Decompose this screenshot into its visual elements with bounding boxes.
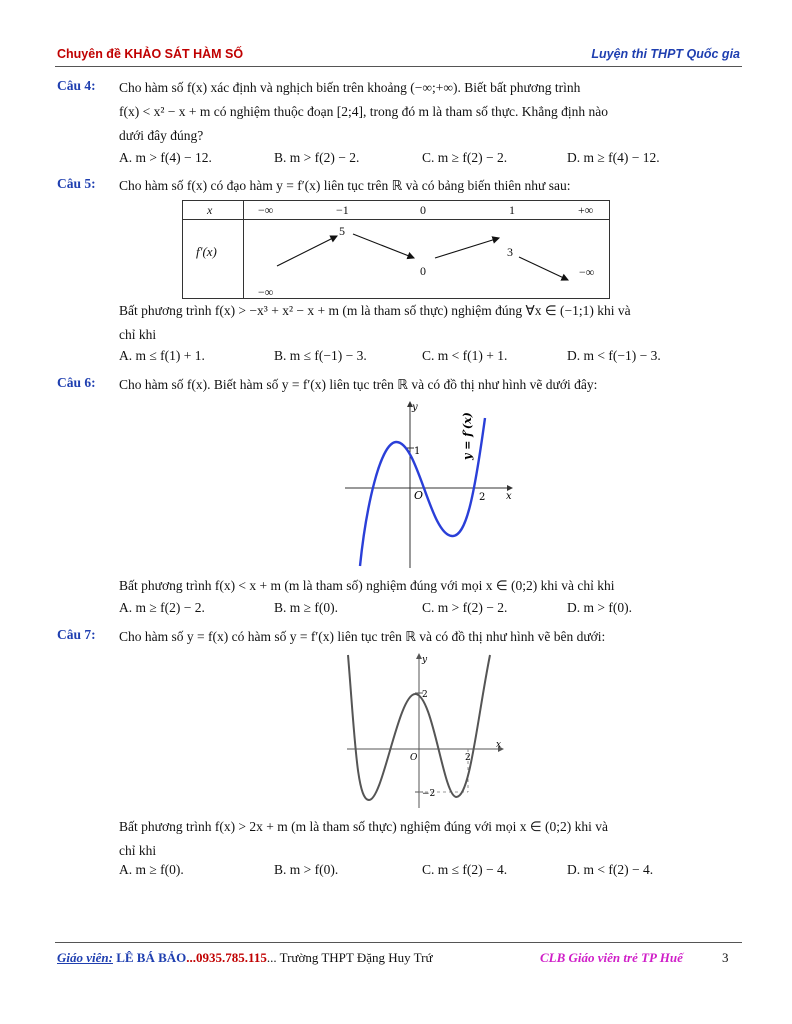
q6-option-b: B. m ≥ f(0). [274, 600, 339, 615]
q7-option-d: D. m < f(2) − 4. [567, 862, 654, 877]
table-f-value: 5 [339, 224, 345, 238]
q7-option-a: A. m ≥ f(0). [119, 862, 184, 877]
q4-label: Câu 4: [57, 78, 96, 93]
footer-phone: 0935.785.115 [196, 950, 267, 965]
q6-option-c: C. m > f(2) − 2. [422, 600, 508, 615]
header-subtitle: Luyện thi THPT Quốc gia [591, 47, 740, 61]
q6-line2: Bất phương trình f(x) < x + m (m là tham số) nghiệm đúng với mọi x ∈ (0;2) khi và chỉ khi [119, 578, 615, 593]
y-tick-label-positive: 2 [422, 690, 428, 700]
q7-graph [343, 650, 507, 810]
q4-option-a: A. m > f(4) − 12. [119, 150, 212, 165]
q6-graph [340, 398, 520, 570]
footer-divider [55, 942, 742, 943]
q7-label: Câu 7: [57, 627, 96, 642]
footer-dots: ... [186, 950, 197, 965]
q4-option-b: B. m > f(2) − 2. [274, 150, 360, 165]
x-tick-label: 2 [465, 753, 471, 763]
table-f-value: 0 [420, 264, 426, 278]
q7-line1: Cho hàm số y = f(x) có hàm số y = f′(x) liên tục trên ℝ và có đồ thị như hình vẽ bên dưới: [119, 629, 606, 644]
footer-teacher-name: LÊ BÁ BẢO [116, 950, 187, 965]
arrow-down [519, 257, 568, 280]
q5-option-a: A. m ≤ f(1) + 1. [119, 348, 205, 363]
arrow-up [435, 238, 499, 258]
q5-option-c: C. m < f(1) + 1. [422, 348, 508, 363]
q7-option-c: C. m ≤ f(2) − 4. [422, 862, 508, 877]
table-f-value: −∞ [579, 265, 595, 279]
q6-label: Câu 6: [57, 375, 96, 390]
footer-teacher-label: Giáo viên: [57, 950, 113, 965]
x-axis-label: x [496, 740, 502, 750]
q7-line2: Bất phương trình f(x) > 2x + m (m là tham số thực) nghiệm đúng với mọi x ∈ (0;2) khi và [119, 819, 608, 834]
q5-option-d: D. m < f(−1) − 3. [567, 348, 661, 363]
q6-line1: Cho hàm số f(x). Biết hàm số y = f′(x) liên tục trên ℝ và có đồ thị như hình vẽ dưới đây: [119, 377, 598, 392]
x-tick-label: 2 [479, 492, 486, 503]
table-x-value: 0 [420, 203, 426, 217]
arrow-down [353, 234, 414, 258]
origin-label: O [414, 489, 424, 502]
q5-line2: Bất phương trình f(x) > −x³ + x² − x + m (m là tham số thực) nghiệm đúng ∀x ∈ (−1;1) khi và [119, 303, 631, 318]
y-tick-label: 1 [414, 446, 421, 457]
q5-line3: chỉ khi [119, 327, 157, 342]
q5-line1: Cho hàm số f(x) có đạo hàm y = f′(x) liên tục trên ℝ và có bảng biến thiên như sau: [119, 178, 571, 193]
table-x-value: +∞ [578, 203, 594, 217]
q5-label: Câu 5: [57, 176, 96, 191]
q4-line2: f(x) < x² − x + m có nghiệm thuộc đoạn [2;4], trong đó m là tham số thực. Khẳng định nào [119, 104, 608, 119]
q7-line3: chỉ khi [119, 843, 157, 858]
x-axis-label: x [506, 491, 512, 502]
y-axis-label: y [412, 402, 418, 413]
footer-club: CLB Giáo viên trẻ TP Huế [540, 950, 683, 965]
q4-line3: dưới đây đúng? [119, 128, 204, 143]
q6-option-a: A. m ≥ f(2) − 2. [119, 600, 205, 615]
table-x-value: −∞ [258, 203, 274, 217]
y-tick-label-negative: −2 [422, 789, 436, 799]
arrow-up [277, 236, 337, 266]
variation-arrows [243, 220, 608, 297]
q7-option-b: B. m > f(0). [274, 862, 339, 877]
footer-teacher [57, 950, 433, 966]
q4-line1: Cho hàm số f(x) xác định và nghịch biến trên khoảng (−∞;+∞). Biết bất phương trình [119, 80, 581, 95]
q6-option-d: D. m > f(0). [567, 600, 632, 615]
table-x-label: x [207, 203, 213, 217]
table-x-value: −1 [336, 203, 349, 217]
page-number: 3 [722, 950, 729, 965]
footer-school: Trường THPT Đặng Huy Trứ [279, 950, 433, 965]
y-axis-label: y [422, 655, 428, 665]
q4-option-c: C. m ≥ f(2) − 2. [422, 150, 508, 165]
table-f-value: 3 [507, 245, 513, 259]
footer-dots: ... [266, 950, 277, 965]
table-x-value: 1 [509, 203, 515, 217]
origin-label: O [410, 753, 418, 763]
q5-option-b: B. m ≤ f(−1) − 3. [274, 348, 367, 363]
q4-option-d: D. m ≥ f(4) − 12. [567, 150, 660, 165]
header-title: Chuyên đề KHẢO SÁT HÀM SỐ [57, 47, 244, 61]
header-divider [55, 66, 742, 67]
table-f-value: −∞ [258, 285, 274, 299]
table-fp-label: f′(x) [196, 244, 217, 259]
curve-label: y = f′(x) [461, 412, 474, 460]
